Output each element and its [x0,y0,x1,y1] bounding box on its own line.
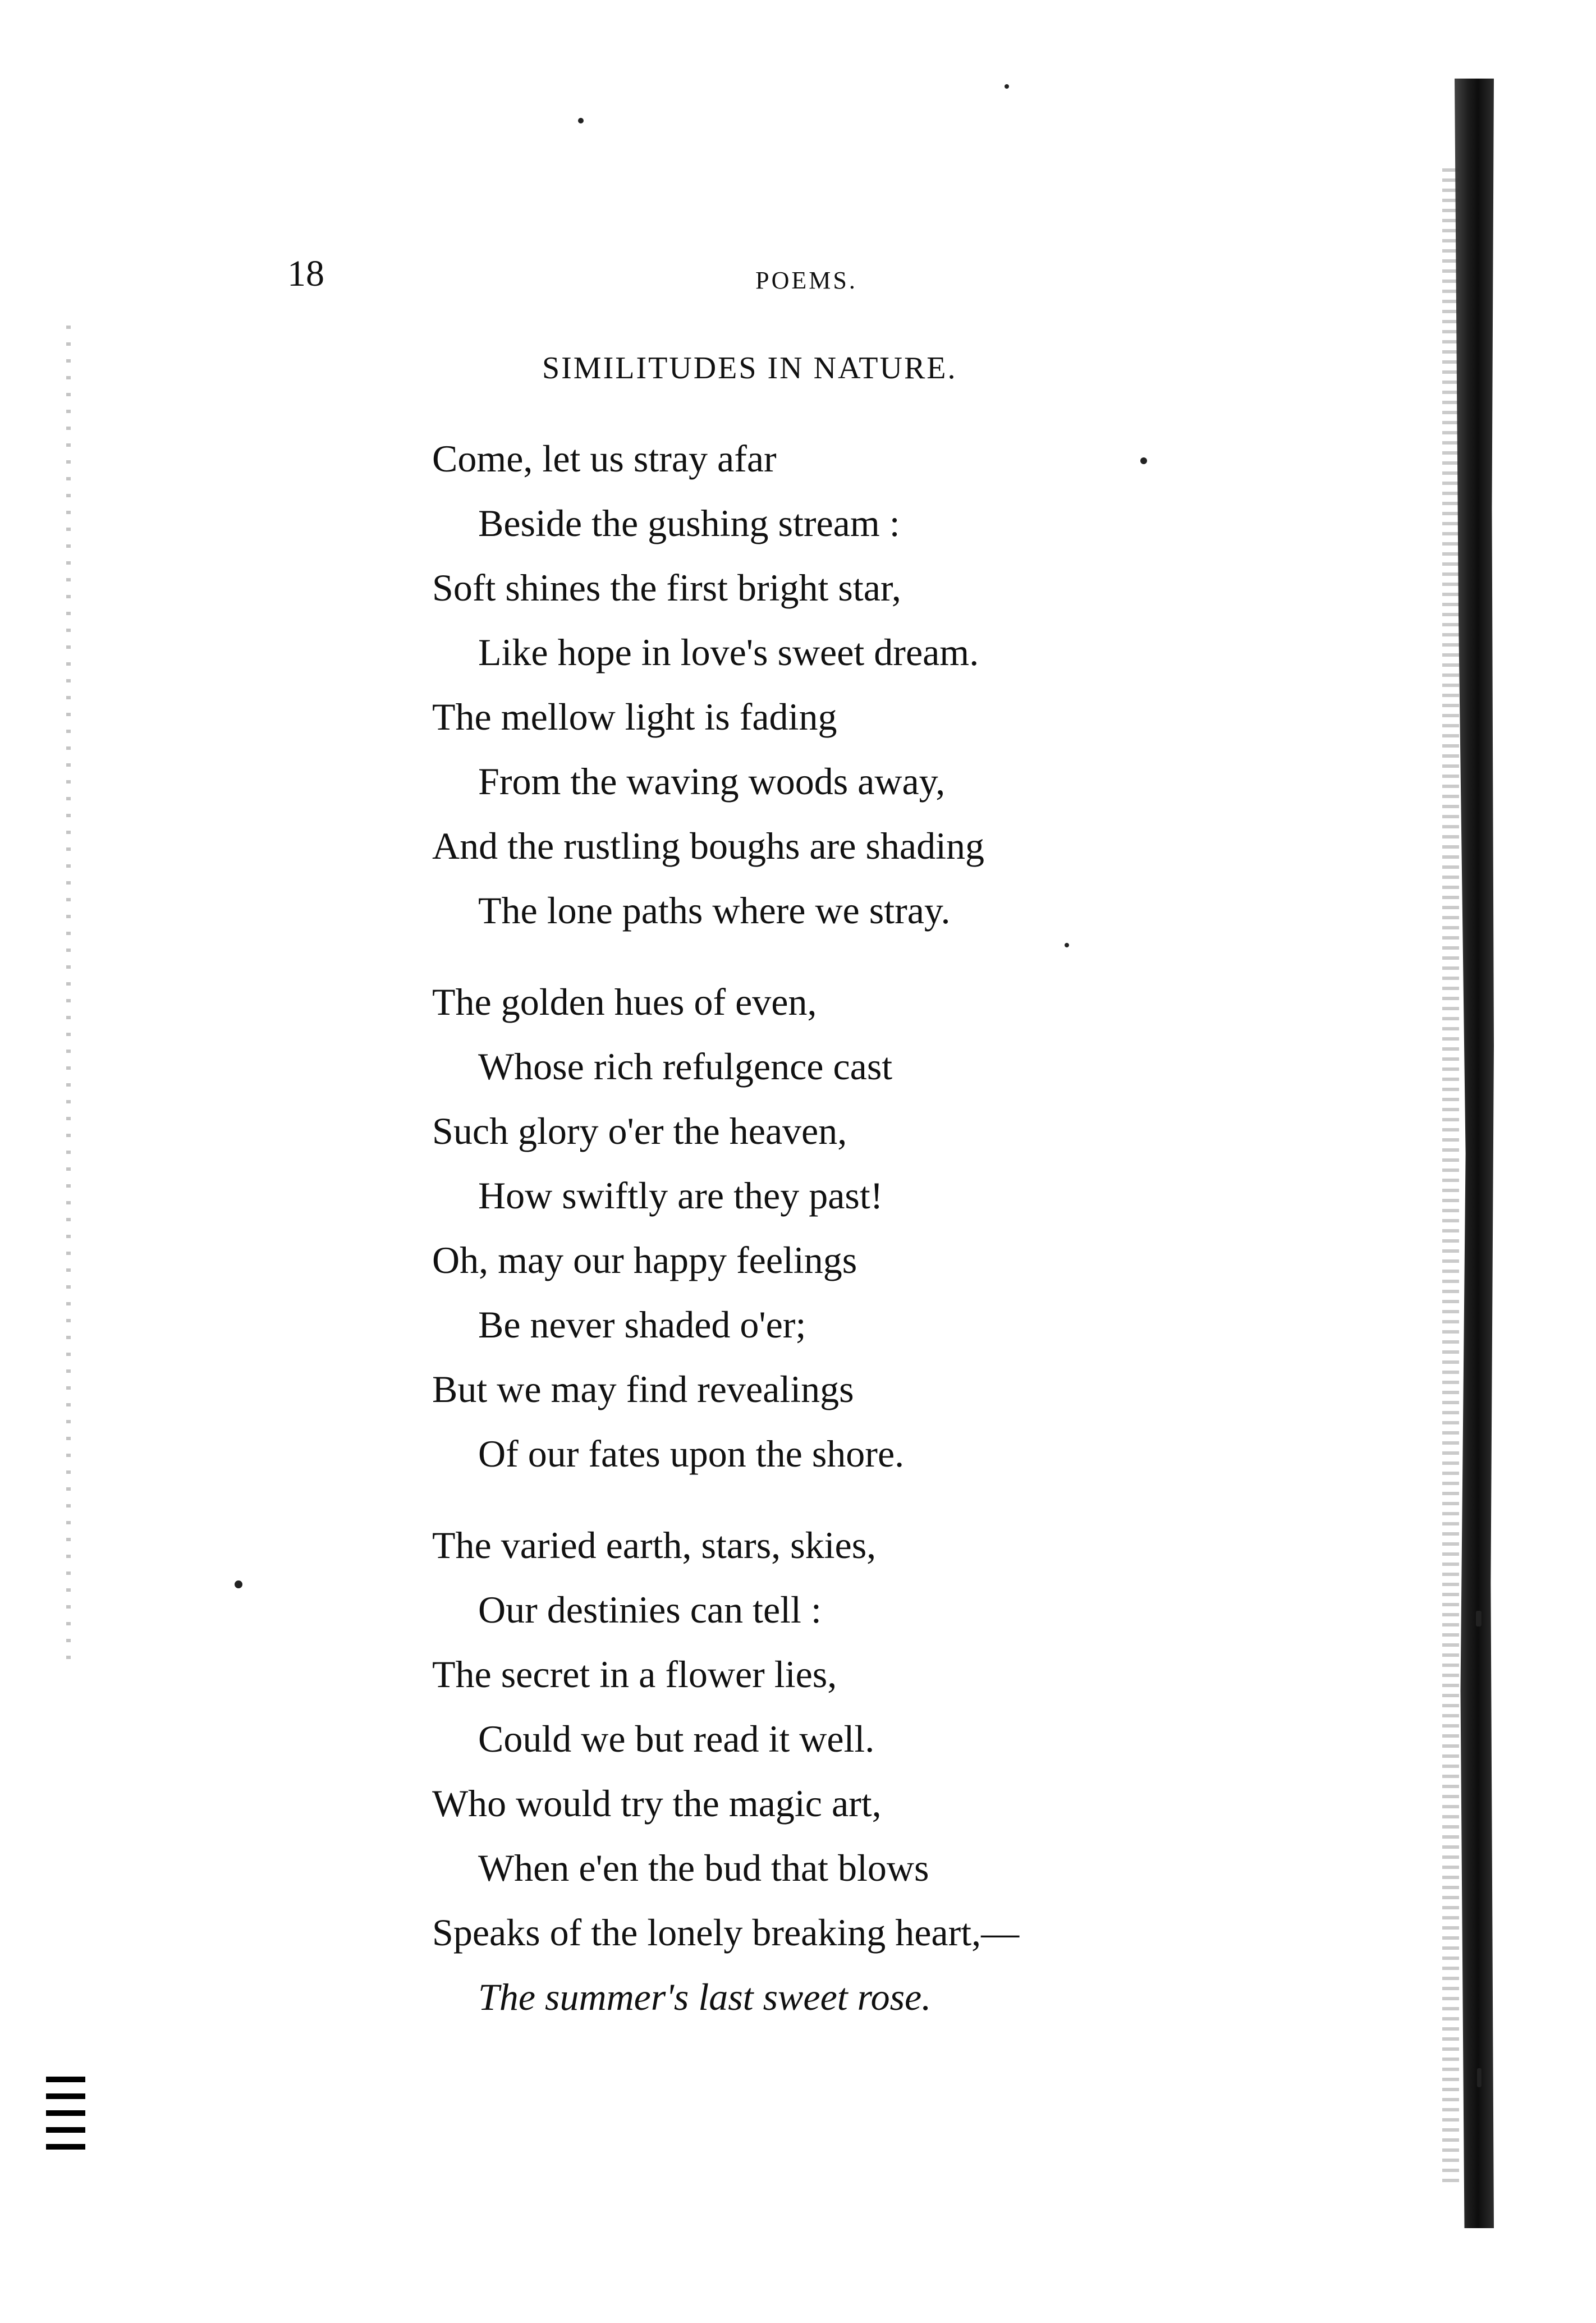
poem-line: When e'en the bud that blows [478,1847,929,1889]
binding-edge [1455,79,1494,2228]
stanza [432,427,1218,943]
poem-line: Speaks of the lonely breaking heart,— [432,1911,1020,1954]
poem-line: The varied earth, stars, skies, [432,1524,877,1566]
binding-shadow [1442,168,1459,2189]
poem-line: Beside the gushing stream : [478,502,900,544]
speck [1005,84,1009,89]
poem-line: The secret in a flower lies, [432,1653,837,1696]
speck [1476,1611,1482,1626]
poem-body [432,427,1218,2029]
scan-marker [46,2077,85,2150]
poem-line: Like hope in love's sweet dream. [478,631,979,673]
poem-line: Such glory o'er the heaven, [432,1110,847,1152]
margin-artifact [66,326,71,1673]
poem-line: The mellow light is fading [432,695,837,738]
poem-line: The summer's last sweet rose. [478,1976,932,2018]
page-number: 18 [287,253,324,294]
poem-line: The lone paths where we stray. [478,889,951,932]
poem-line: Soft shines the first bright star, [432,566,901,609]
poem-line: Could we but read it well. [478,1717,875,1760]
poem-line: Be never shaded o'er; [478,1303,806,1346]
poem-line: Oh, may our happy feelings [432,1239,857,1281]
poem-line: The golden hues of even, [432,980,817,1023]
poem-line: Whose rich refulgence cast [478,1045,893,1088]
speck [578,118,584,123]
poem-title: SIMILITUDES IN NATURE. [542,351,957,386]
poem-line: Who would try the magic art, [432,1782,882,1825]
poem-line: And the rustling boughs are shading [432,824,984,867]
poem-line: From the waving woods away, [478,760,946,803]
running-title: POEMS. [755,267,857,294]
poem-line: Of our fates upon the shore. [478,1432,905,1475]
poem-line: But we may find revealings [432,1368,854,1410]
poem-line: Come, let us stray afar [432,437,777,480]
speck [235,1580,242,1588]
poem-line: How swiftly are they past! [478,1174,883,1217]
stanza [432,970,1218,1486]
poem-line: Our destinies can tell : [478,1588,822,1631]
stanza [432,1513,1218,2029]
speck [1477,2068,1482,2087]
